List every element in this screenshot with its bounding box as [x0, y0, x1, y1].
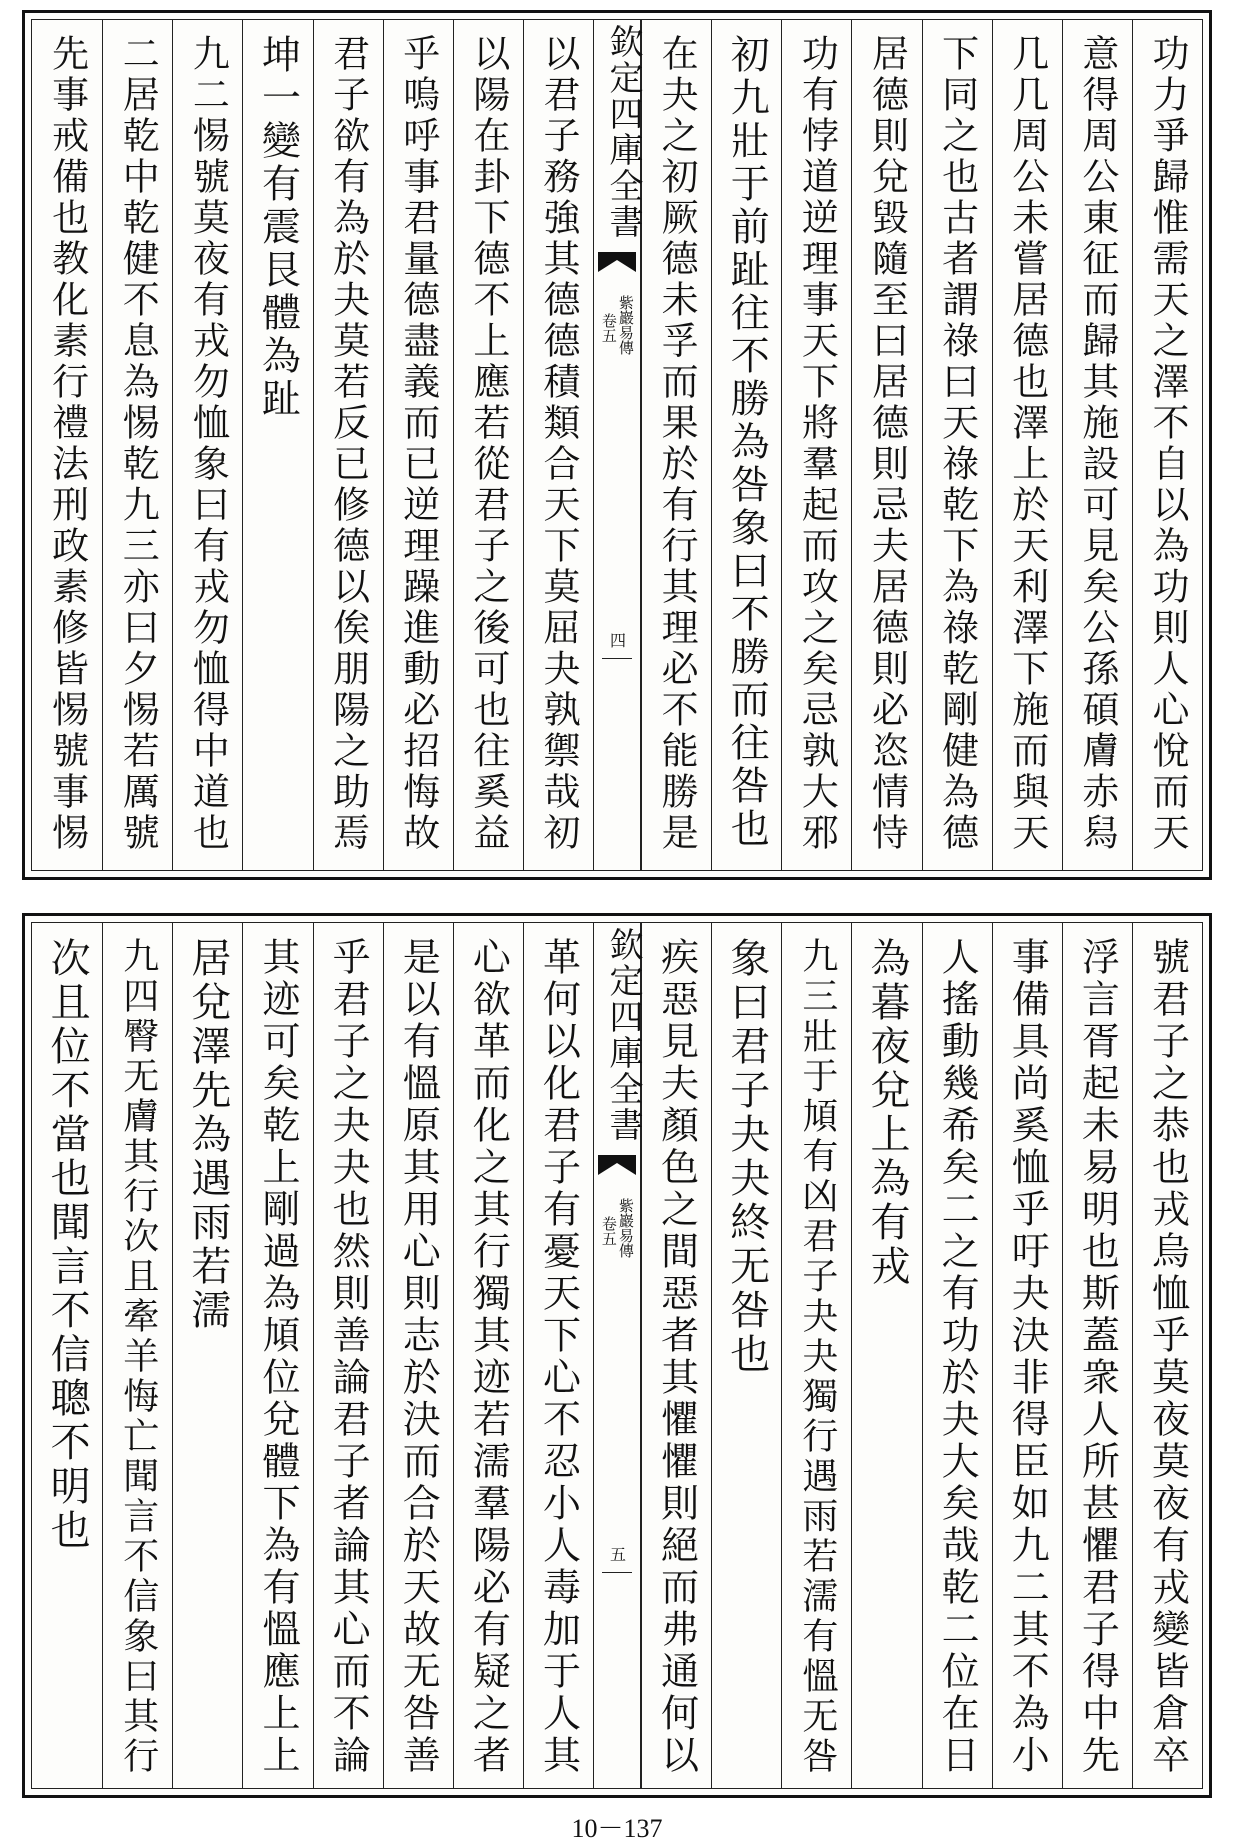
- bottom-column-text: 號君子之恭也戎烏恤乎莫夜莫夜有戎變皆倉卒: [1145, 937, 1190, 1777]
- top-column-text: 居德則兌毀隨至曰居德則忌夫居德則必恣情恃: [865, 34, 909, 854]
- bottom-column: [992, 923, 1062, 1788]
- top-column: [641, 20, 711, 870]
- top-column: [1132, 20, 1202, 870]
- top-gutter: [593, 20, 641, 870]
- top-column: [851, 20, 921, 870]
- gutter-volume: 卷五: [599, 313, 618, 343]
- bottom-column-text: 浮言胥起未易明也斯蓋衆人所甚懼君子得中先: [1075, 937, 1120, 1777]
- bottom-column-text: 九四臀无膚其行次且牽羊悔亡聞言不信象曰其行: [117, 937, 159, 1777]
- bottom-gutter: [593, 923, 641, 1788]
- top-column-text: 先事戒備也教化素行禮法刑政素修皆惕號事惕: [45, 34, 89, 854]
- bottom-column: [102, 923, 172, 1788]
- top-column-text: 在夬之初厥德未孚而果於有行其理必不能勝是: [655, 34, 699, 854]
- bottom-column-text: 次且位不當也聞言不信聰不明也: [44, 937, 91, 1553]
- top-column-text: 以陽在卦下德不上應若從君子之後可也往奚益: [466, 34, 510, 854]
- top-column: [172, 20, 242, 870]
- top-column: [1062, 20, 1132, 870]
- top-column-text: 下同之也古者謂祿曰天祿乾下為祿乾剛健為德: [935, 34, 979, 854]
- fish-tail-mark-icon: [598, 1155, 636, 1175]
- gutter-rule: [602, 1572, 632, 1573]
- top-column: [922, 20, 992, 870]
- top-column: [242, 20, 312, 870]
- bottom-column: [313, 923, 383, 1788]
- bottom-column: [383, 923, 453, 1788]
- gutter-leaf-number: 五: [607, 1545, 627, 1562]
- bottom-column-text: 人搖動幾希矣二之有功於夬大矣哉乾二位在日: [935, 937, 980, 1777]
- bottom-column-text: 象曰君子夬夬終无咎也: [723, 937, 770, 1377]
- top-column-text: 意得周公東征而歸其施設可見矣公孫碩膚赤舄: [1075, 34, 1119, 854]
- bottom-column-text: 革何以化君子有憂天下心不忍小人毒加于人其: [536, 937, 581, 1777]
- top-column: [992, 20, 1062, 870]
- bottom-column-text: 心欲革而化之其行獨其迹若濡羣陽必有疑之者: [466, 937, 511, 1777]
- bottom-column: [523, 923, 593, 1788]
- bottom-column: [1062, 923, 1132, 1788]
- bottom-column-text: 其迹可矣乾上剛過為頄位兌體下為有慍應上上: [255, 937, 300, 1777]
- gutter-volume: 卷五: [599, 1216, 618, 1246]
- bottom-column: [32, 923, 102, 1788]
- bottom-column-text: 乎君子之夬夬也然則善論君子者論其心而不論: [326, 937, 371, 1777]
- top-column: [453, 20, 523, 870]
- top-page: [22, 10, 1212, 880]
- top-column-text: 九二惕號莫夜有戎勿恤象曰有戎勿恤得中道也: [186, 34, 230, 854]
- bottom-column: [781, 923, 851, 1788]
- bottom-column: [922, 923, 992, 1788]
- page-number: 10－137: [571, 1814, 663, 1843]
- bottom-column-text: 疾惡見夫顏色之間惡者其懼懼則絕而弗通何以: [654, 937, 699, 1777]
- gutter-title: 欽定四庫全書: [603, 927, 643, 1143]
- gutter-book-title: 紫巖易傳: [616, 295, 635, 355]
- top-column: [102, 20, 172, 870]
- top-column-text: 初九壯于前趾往不勝為咎象曰不勝而往咎也: [724, 34, 770, 851]
- bottom-column-text: 事備具尚奚恤乎吁夬決非得臣如九二其不為小: [1005, 937, 1050, 1777]
- top-column-text: 二居乾中乾健不息為惕乾九三亦曰夕惕若厲號: [116, 34, 160, 854]
- top-column-text: 乎嗚呼事君量德盡義而已逆理躁進動必招悔故: [396, 34, 440, 854]
- top-column: [781, 20, 851, 870]
- top-column: [32, 20, 102, 870]
- gutter-title: 欽定四庫全書: [603, 24, 643, 240]
- top-column-text: 君子欲有為於夬莫若反已修德以俟朋陽之助焉: [326, 34, 370, 854]
- top-column-text: 以君子務強其德德積類合天下莫屈夬孰禦哉初: [536, 34, 580, 854]
- bottom-column-text: 居兌澤先為遇雨若濡: [184, 937, 231, 1333]
- bottom-column: [242, 923, 312, 1788]
- gutter-leaf-number: 四: [607, 632, 627, 648]
- top-column: [711, 20, 781, 870]
- bottom-page: [22, 913, 1212, 1798]
- top-column-text: 功有悖道逆理事天下將羣起而攻之矣忌孰大邪: [795, 34, 839, 854]
- top-column: [313, 20, 383, 870]
- gutter-rule: [602, 658, 632, 659]
- top-page-frame: [31, 19, 1203, 871]
- gutter-book-title: 紫巖易傳: [616, 1198, 635, 1258]
- bottom-column: [172, 923, 242, 1788]
- bottom-column-text: 九三壯于頄有凶君子夬夬獨行遇雨若濡有慍无咎: [796, 937, 838, 1777]
- bottom-column: [1132, 923, 1202, 1788]
- bottom-column-text: 是以有慍原其用心則志於決而合於天故无咎善: [396, 937, 441, 1777]
- top-column-text: 几几周公未嘗居德也澤上於天利澤下施而與天: [1005, 34, 1049, 854]
- bottom-column: [711, 923, 781, 1788]
- top-column-text: 功力爭歸惟需天之澤不自以為功則人心悅而天: [1145, 34, 1189, 854]
- bottom-column: [453, 923, 523, 1788]
- fish-tail-mark-icon: [598, 252, 636, 272]
- top-column: [383, 20, 453, 870]
- top-column: [523, 20, 593, 870]
- bottom-page-frame: [31, 922, 1203, 1789]
- bottom-column: [641, 923, 711, 1788]
- bottom-column-text: 為暮夜兌上為有戎: [863, 937, 910, 1289]
- top-column-text: 坤一變有震艮體為趾: [255, 34, 301, 421]
- bottom-column: [851, 923, 921, 1788]
